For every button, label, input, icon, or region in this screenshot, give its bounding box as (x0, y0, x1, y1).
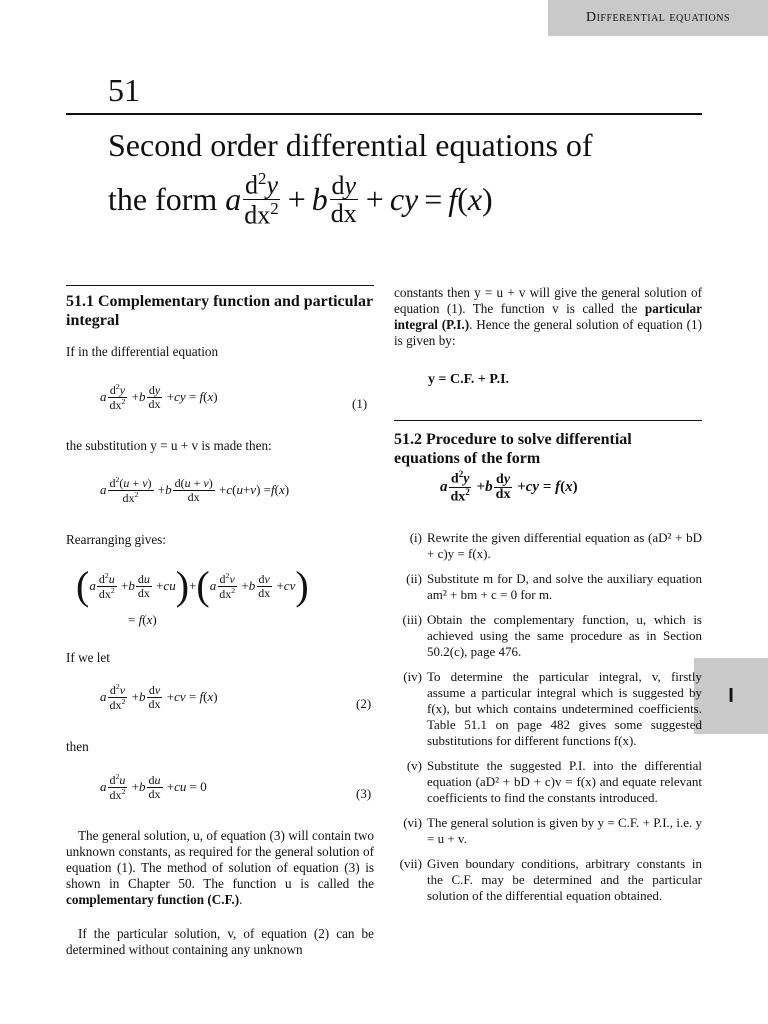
section-rule-left (66, 285, 374, 286)
step-ii: (ii) Substitute m for D, and solve the auxiliary equation am² + bm + c = 0 for m. (406, 571, 702, 602)
equation-1: a $\frac{d^2y}{dx^2}$ + b $\frac{dy}{dx}$ + cy = f ( x ) (100, 382, 218, 412)
section-51-2-equation: a $\frac{d^2y}{dx^2}$ + b $\frac{dy}{dx}$ + cy = f ( x ) (440, 469, 578, 505)
if-we-let-text: If we let (66, 650, 110, 665)
section-51-2-heading: 51.2 Procedure to solve differential equations of the form (394, 431, 632, 467)
chapter-title-line1: Second order differential equations of (108, 127, 593, 163)
step-v: (v) Substitute the suggested P.I. into the differential equation (aD² + bD + c)v = f(x) and equate relevant coefficients to find the constants introduced. (406, 758, 702, 805)
particular-solution-paragraph: If the particular solution, v, of equation (2) can be determined without containing any unknown (66, 926, 374, 957)
cont-text: constants then y = u + v will give the general solution of equation (1). The function v is called the (394, 285, 702, 316)
equation-substituted: a $\frac{d^2(u + v)}{dx^2}$ + b $\frac{d(u + v)}{dx}$ + c ( u + v ) = f ( x ) (100, 475, 290, 505)
continued-paragraph (394, 285, 702, 349)
para1-text: The general solution, u, of equation (3) will contain two unknown constants, as required for the general solution of equation (1). The method of solution of equation (3) is shown in Chapter 50. The function u is called the (66, 828, 374, 891)
step-i: (i) Rewrite the given differential equation as (aD² + bD + c)y = f(x). (409, 530, 702, 561)
general-solution-paragraph (66, 828, 374, 908)
equation-rearranged: ( a $\frac{d^2u}{dx^2}$ + b $\frac{du}{dx}$ + cu ) + ( a $\frac{d^2v}{dx^2}$ + b $\frac{dv}{dx}$ + cv ) (76, 563, 309, 608)
step-vi: (vi) The general solution is given by y = C.F. + P.I., i.e. y = u + v. (403, 815, 702, 846)
chapter-rule (66, 113, 702, 115)
section-51-1-heading: 51.1 Complementary function and particular integral (66, 293, 373, 329)
intro-text: If in the differential equation (66, 344, 219, 359)
section-rule-right (394, 420, 702, 421)
title-prefix: the form (108, 180, 218, 217)
equation-2-label: (2) (356, 696, 372, 711)
chapter-title-line2: the form a $\frac{d^2y}{dx^2}$ + b $\frac{dy}{dx}$ + cy = f ( x ) (108, 169, 493, 230)
equation-3-label: (3) (356, 786, 372, 801)
running-header: Differential equations (548, 0, 768, 36)
rearranging-text: Rearranging gives: (66, 532, 166, 547)
substitution-text: the substitution y = u + v is made then: (66, 438, 272, 453)
cont-text-end: . Hence the general solution of equation (1) is given by: (394, 317, 702, 348)
step-iii: (iii) Obtain the complementary function, u, which is achieved using the same procedure as in Section 50.2(c), page 476. (402, 612, 702, 659)
section-tab: I (694, 658, 768, 734)
procedure-steps (394, 530, 702, 904)
then-text: then (66, 739, 89, 754)
equation-1-label: (1) (352, 396, 368, 411)
general-solution-formula: y = C.F. + P.I. (428, 372, 510, 387)
equation-3: a $\frac{d^2u}{dx^2}$ + b $\frac{du}{dx}$ + cu = 0 (100, 772, 207, 802)
chapter-number: 51 (108, 72, 140, 108)
equation-2: a $\frac{d^2v}{dx^2}$ + b $\frac{dv}{dx}$ + cv = f ( x ) (100, 682, 218, 712)
step-vii: (vii) Given boundary conditions, arbitrary constants in the C.F. may be determined and the particular solution of the differential equation obtained. (399, 856, 702, 903)
para1-end: . (239, 892, 243, 907)
equation-rearranged-rhs: = f ( x ) (128, 612, 157, 627)
particular-integral-term: particular integral (P.I.) (394, 301, 702, 332)
step-iv: (iv) To determine the particular integral, v, firstly assume a particular integral which is suggested by f(x), but which contains undetermined coefficients. Table 51.1 on page 482 gives some suggested substitutions for different functions f(x). (403, 669, 702, 748)
complementary-function-term: complementary function (C.F.) (66, 892, 240, 907)
